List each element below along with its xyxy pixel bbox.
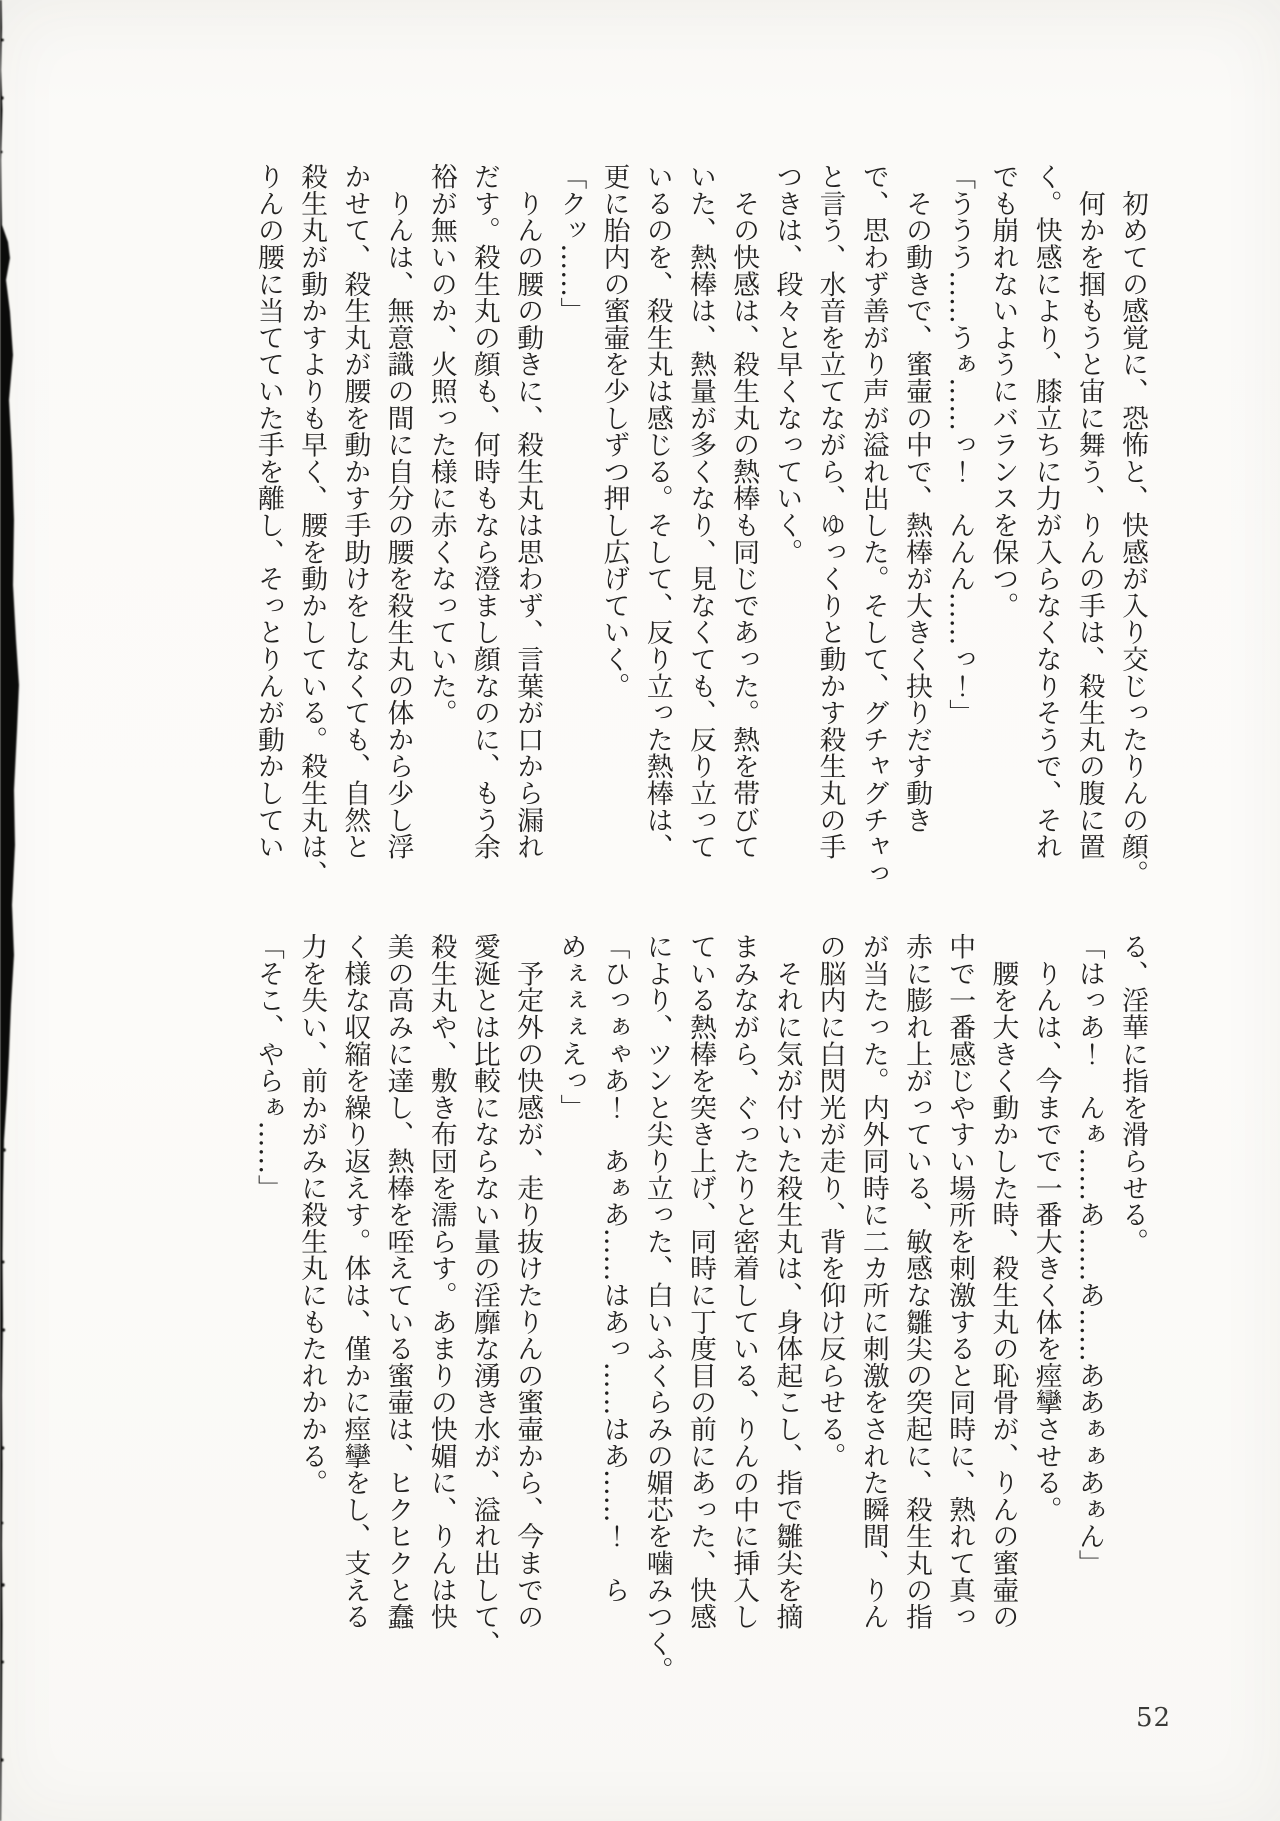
text-column: ている熱棒を突き上げ、同時に丁度目の前にあった、快感 bbox=[684, 933, 716, 1630]
text-column: 裕が無いのか、火照った様に赤くなっていた。 bbox=[425, 163, 457, 726]
text-column: 初めての感覚に、恐怖と、快感が入り交じったりんの顔。 bbox=[1117, 163, 1148, 887]
text-column: その快感は、殺生丸の熱棒も同じであった。熱を帯びて bbox=[728, 163, 760, 860]
text-column: いるのを、殺生丸は感じる。そして、反り立った熱棒は、 bbox=[641, 163, 673, 860]
text-column: いた、熱棒は、熱量が多くなり、見なくても、反り立って bbox=[684, 163, 716, 860]
text-column: で、思わず善がり声が溢れ出した。そして、グチャグチャっ bbox=[857, 163, 889, 887]
text-column: が当たった。内外同時に二カ所に刺激をされた瞬間、りん bbox=[857, 933, 889, 1630]
torn-paper-edge-left bbox=[0, 0, 30, 1821]
text-column: でも崩れないようにバランスを保つ。 bbox=[987, 163, 1019, 619]
text-column: 「そこ、やらぁ……」 bbox=[252, 933, 284, 1201]
text-column: 殺生丸や、敷き布団を濡らす。あまりの快媚に、りんは快 bbox=[425, 933, 457, 1630]
text-column: 愛涎とは比較にならない量の淫靡な湧き水が、溢れ出して、 bbox=[468, 933, 500, 1657]
text-column: 殺生丸が動かすよりも早く、腰を動かしている。殺生丸は、 bbox=[296, 163, 328, 887]
text-column: 何かを掴もうと宙に舞う、りんの手は、殺生丸の腹に置 bbox=[1073, 163, 1105, 860]
text-column: めぇぇぇえっ」 bbox=[555, 933, 587, 1121]
text-column: 「クッ……」 bbox=[555, 163, 587, 324]
text-column: りんは、今までで一番大きく体を痙攣させる。 bbox=[1030, 933, 1062, 1523]
text-column: 美の高みに達し、熱棒を咥えている蜜壷は、ヒクヒクと蠢 bbox=[382, 933, 414, 1630]
text-column: 予定外の快感が、走り抜けたりんの蜜壷から、今までの bbox=[512, 933, 544, 1630]
text-column: と言う、水音を立てながら、ゆっくりと動かす殺生丸の手 bbox=[814, 163, 846, 860]
text-block-bottom bbox=[247, 933, 1154, 1693]
text-column: く様な収縮を繰り返えす。体は、僅かに痙攣をし、支える bbox=[339, 933, 371, 1630]
text-column: 「ううう……うぁ……っ！ んんん……っ！」 bbox=[944, 163, 976, 726]
text-column: りんの腰に当てていた手を離し、そっとりんが動かしてい bbox=[252, 163, 284, 860]
text-column: りんの腰の動きに、殺生丸は思わず、言葉が口から漏れ bbox=[512, 163, 544, 860]
text-column: る、淫華に指を滑らせる。 bbox=[1117, 933, 1148, 1255]
text-column: 赤に膨れ上がっている、敏感な雛尖の突起に、殺生丸の指 bbox=[900, 933, 932, 1630]
text-column: それに気が付いた殺生丸は、身体起こし、指で雛尖を摘 bbox=[771, 933, 803, 1630]
text-column: つきは、段々と早くなっていく。 bbox=[771, 163, 803, 565]
text-column: 腰を大きく動かした時、殺生丸の恥骨が、りんの蜜壷の bbox=[987, 933, 1019, 1630]
text-block-top bbox=[247, 163, 1154, 899]
text-column: かせて、殺生丸が腰を動かす手助けをしなくても、自然と bbox=[339, 163, 371, 860]
text-column: 「ひっぁゃあ！ あぁあ……はあっ……はあ……！ ら bbox=[598, 933, 630, 1603]
text-column: く。快感により、膝立ちに力が入らなくなりそうで、それ bbox=[1030, 163, 1062, 860]
text-column: だす。殺生丸の顔も、何時もなら澄まし顔なのに、もう余 bbox=[468, 163, 500, 860]
text-column: 更に胎内の蜜壷を少しずつ押し広げていく。 bbox=[598, 163, 630, 699]
page-number: 52 bbox=[1136, 1703, 1172, 1733]
text-column: りんは、無意識の間に自分の腰を殺生丸の体から少し浮 bbox=[382, 163, 414, 860]
text-column: 力を失い、前かがみに殺生丸にもたれかかる。 bbox=[296, 933, 328, 1496]
text-column: まみながら、ぐったりと密着している、りんの中に挿入し bbox=[728, 933, 760, 1630]
text-column: の脳内に白閃光が走り、背を仰け反らせる。 bbox=[814, 933, 846, 1469]
text-column: 中で一番感じやすい場所を刺激すると同時に、熟れて真っ bbox=[944, 933, 976, 1630]
text-column: により、ツンと尖り立った、白いふくらみの媚芯を噛みつく。 bbox=[641, 933, 673, 1684]
text-column: 「はっあ！ んぁ……あ……あ……ああぁぁあぁん」 bbox=[1073, 933, 1105, 1577]
text-column: その動きで、蜜壷の中で、熱棒が大きく抉りだす動き bbox=[900, 163, 932, 833]
